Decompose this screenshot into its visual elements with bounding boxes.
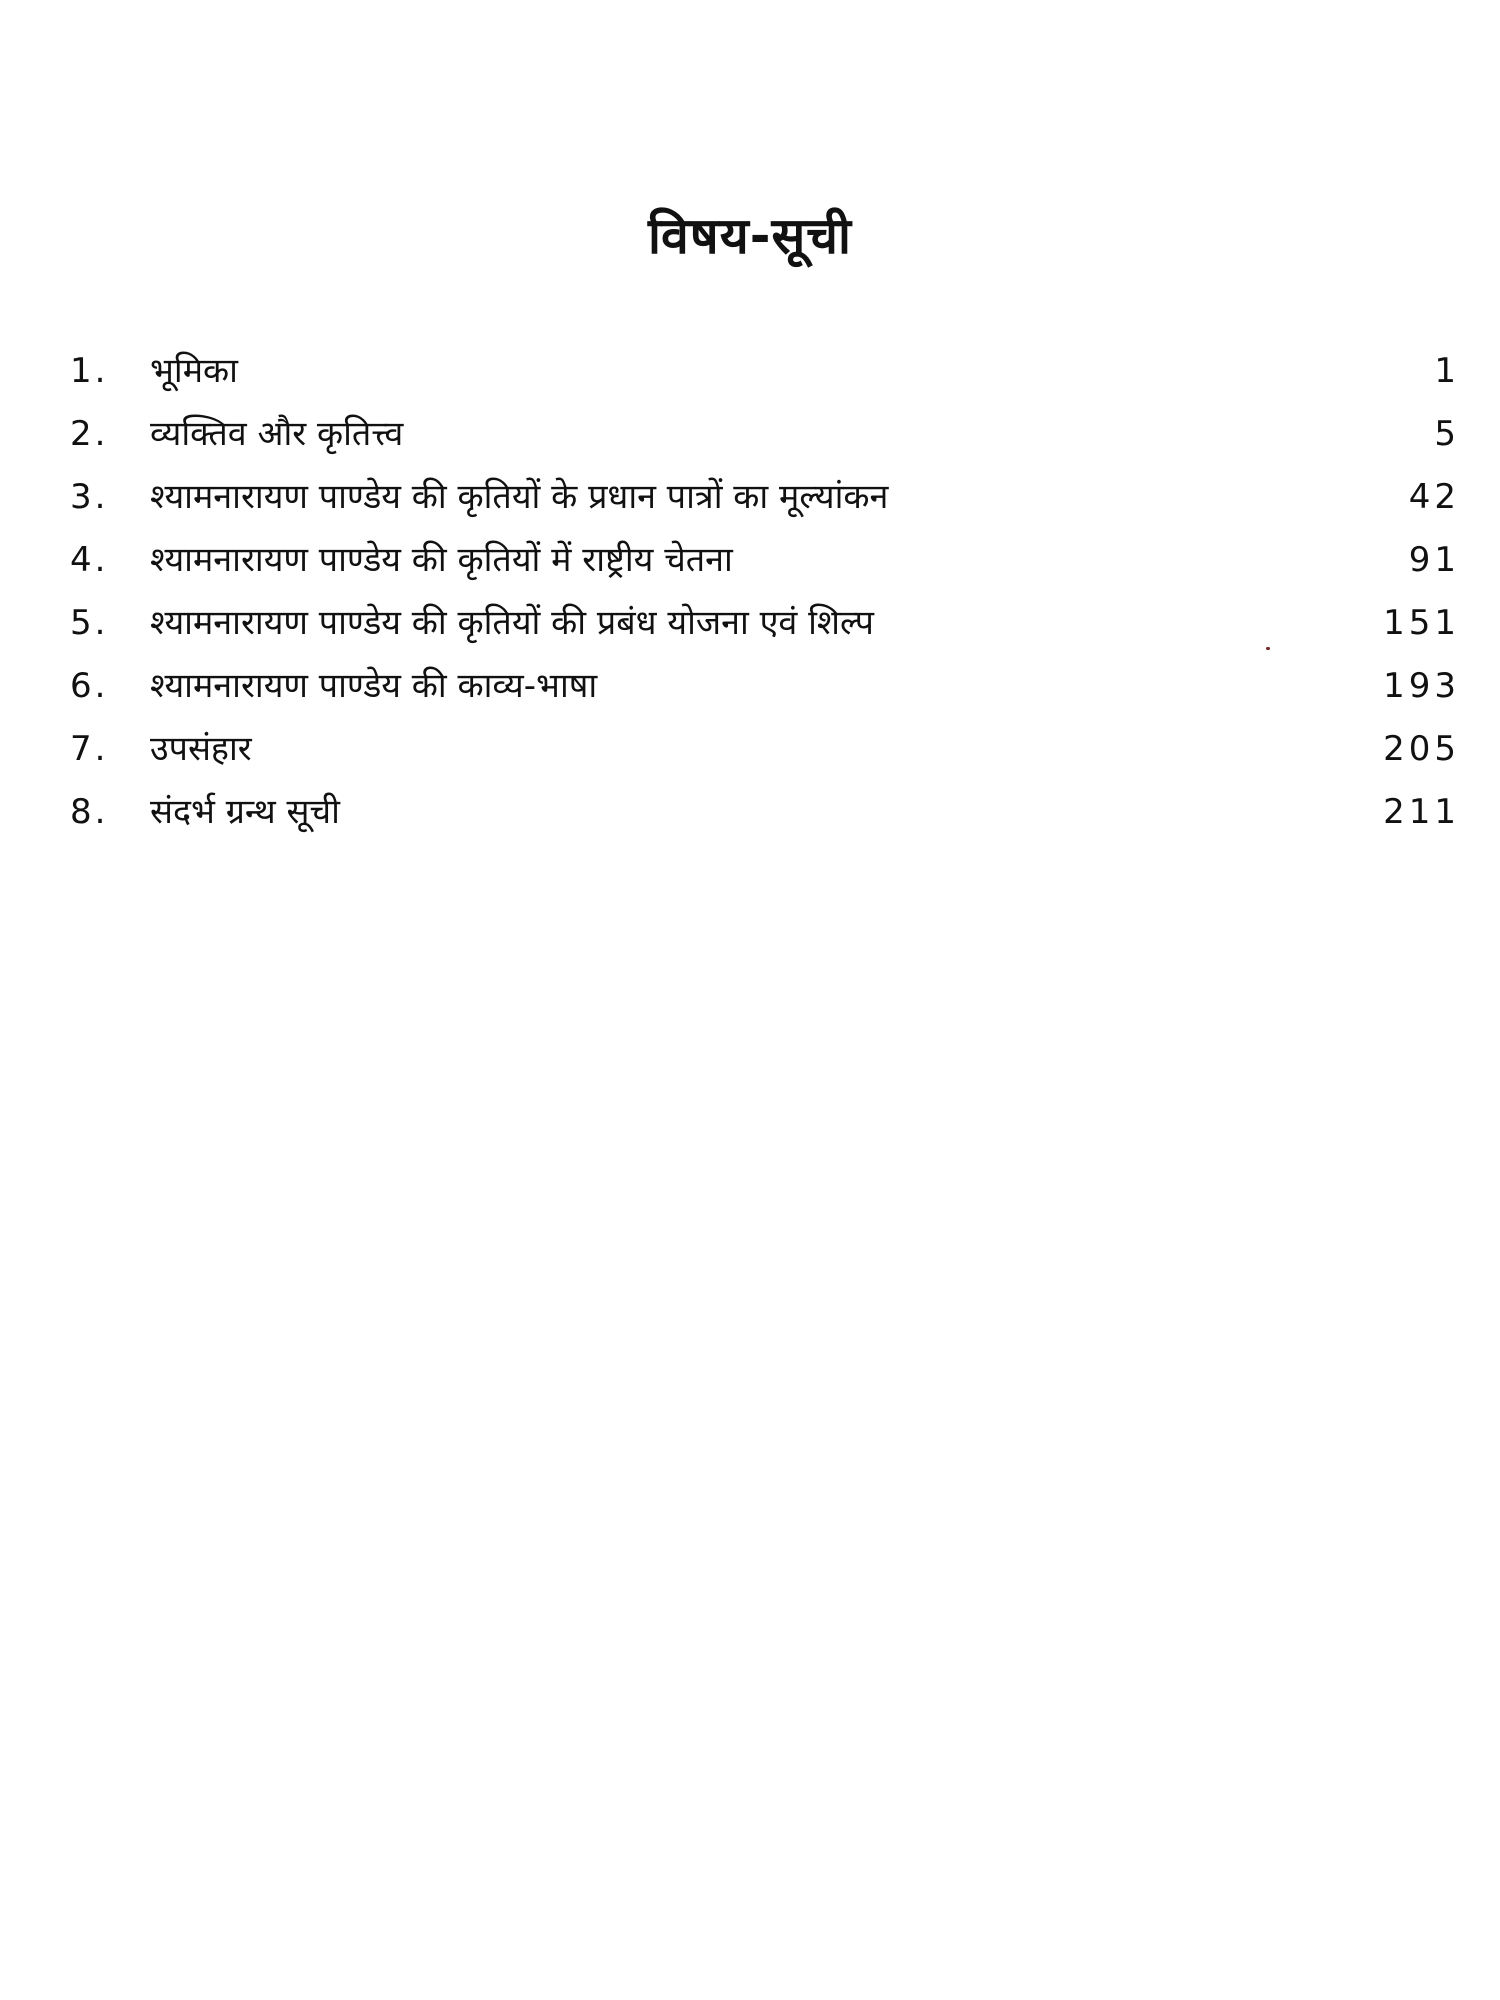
toc-entry-number: 3. [70, 477, 109, 517]
toc-entry-title: श्यामनारायण पाण्डेय की कृतियों के प्रधान पात्रों का मूल्यांकन [150, 477, 889, 517]
toc-entry-number: 6. [70, 666, 109, 706]
toc-entry-4 [70, 529, 1460, 592]
toc-entry-number: 7. [70, 729, 109, 769]
toc-entry-1 [70, 340, 1460, 403]
toc-entry-number: 4. [70, 540, 109, 580]
toc-entry-title: श्यामनारायण पाण्डेय की काव्य-भाषा [150, 666, 598, 706]
toc-entry-number: 8. [70, 792, 109, 832]
toc-entry-title: भूमिका [150, 351, 238, 391]
toc-entry-number: 1. [70, 351, 109, 391]
toc-entry-page: 91 [1408, 540, 1460, 580]
toc-entry-page: 42 [1408, 477, 1460, 517]
toc-entry-7 [70, 718, 1460, 781]
toc-entry-6 [70, 655, 1460, 718]
toc-entry-page: 211 [1383, 792, 1460, 832]
toc-entry-page: 205 [1383, 729, 1460, 769]
toc-entry-title: उपसंहार [150, 729, 252, 769]
toc-entry-8 [70, 781, 1460, 844]
toc-entry-title: व्यक्तिव और कृतित्त्व [150, 414, 404, 454]
toc-entry-number: 5. [70, 603, 109, 643]
toc-entry-3 [70, 466, 1460, 529]
toc-entry-5 [70, 592, 1460, 655]
table-of-contents [70, 340, 1460, 844]
toc-entry-title: श्यामनारायण पाण्डेय की कृतियों की प्रबंध योजना एवं शिल्प [150, 603, 874, 643]
toc-entry-title: श्यामनारायण पाण्डेय की कृतियों में राष्ट्रीय चेतना [150, 540, 733, 580]
ink-speck [1266, 647, 1270, 650]
page-title: विषय-सूची [648, 207, 852, 265]
toc-entry-title: संदर्भ ग्रन्थ सूची [150, 792, 340, 832]
toc-entry-number: 2. [70, 414, 109, 454]
toc-entry-page: 5 [1434, 414, 1460, 454]
toc-entry-page: 193 [1383, 666, 1460, 706]
toc-entry-page: 1 [1434, 351, 1460, 391]
toc-entry-page: 151 [1383, 603, 1460, 643]
toc-entry-2 [70, 403, 1460, 466]
